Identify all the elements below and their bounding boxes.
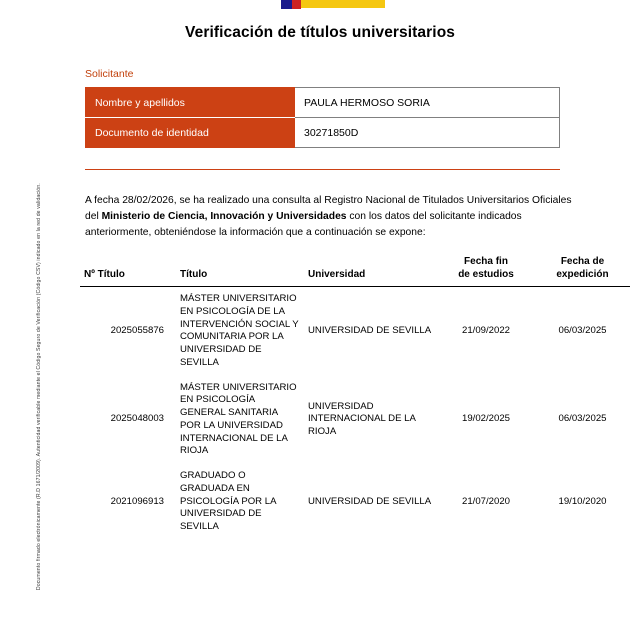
column-header-end-date-line2: de estudios bbox=[458, 268, 514, 280]
applicant-name-value: PAULA HERMOSO SORIA bbox=[295, 88, 560, 118]
consultation-statement bbox=[85, 193, 577, 241]
degree-title: MÁSTER UNIVERSITARIO EN PSICOLOGÍA GENERAL SANITARIA POR LA UNIVERSIDAD INTERNACIONAL DE LA RIOJA bbox=[180, 381, 297, 457]
applicant-name-label: Nombre y apellidos bbox=[86, 88, 295, 118]
degree-issue-date: 06/03/2025 bbox=[558, 413, 607, 425]
applicant-id-value: 30271850D bbox=[295, 118, 560, 148]
applicant-table bbox=[85, 87, 560, 148]
table-row bbox=[86, 118, 560, 148]
degree-number: 2021096913 bbox=[110, 495, 164, 507]
degree-end-date: 19/02/2025 bbox=[461, 413, 510, 425]
degree-issue-date: 19/10/2020 bbox=[558, 495, 607, 507]
column-header-issue-date-line2: expedición bbox=[556, 268, 609, 280]
column-header-end-date-line1: Fecha fin bbox=[464, 256, 508, 267]
table-row bbox=[86, 88, 560, 118]
column-header-end-date bbox=[437, 256, 535, 287]
column-header-issue-date bbox=[535, 256, 630, 287]
degree-number: 2025055876 bbox=[110, 324, 164, 336]
degree-issue-date: 06/03/2025 bbox=[558, 324, 607, 336]
column-header-university: Universidad bbox=[304, 256, 437, 287]
header-logo bbox=[0, 0, 640, 9]
column-header-title: Título bbox=[176, 256, 304, 287]
column-header-number: Nº Título bbox=[80, 256, 176, 287]
degree-end-date: 21/09/2022 bbox=[461, 324, 510, 336]
statement-suffix: con los datos del solicitante indicados anteriormente, obteniéndose la información que a continuación se expone: bbox=[85, 210, 522, 238]
column-header-issue-date-line1: Fecha de bbox=[560, 256, 605, 267]
degree-number: 2025048003 bbox=[110, 413, 164, 425]
degrees-table bbox=[80, 256, 630, 540]
degree-end-date: 21/07/2020 bbox=[461, 495, 510, 507]
applicant-id-label: Documento de identidad bbox=[86, 118, 295, 148]
section-divider bbox=[85, 169, 560, 170]
coat-of-arms-red-icon bbox=[292, 0, 301, 9]
electronic-signature-notice: Documento firmado electrónicamente (R.D 1671/2009). Autenticidad verificable mediante el Código Seguro de Verificación (Código CSV) indicado en la red de validación. bbox=[35, 183, 42, 591]
table-row bbox=[80, 287, 630, 376]
statement-prefix: A fecha 28/02/2026, se ha realizado una consulta al Registro Nacional de Titulados Universitarios Oficiales del bbox=[85, 195, 572, 222]
logo-yellow-bar-icon bbox=[301, 0, 385, 8]
degree-title: MÁSTER UNIVERSITARIO EN PSICOLOGÍA DE LA INTERVENCIÓN SOCIAL Y COMUNITARIA POR LA UNIVERSIDAD DE SEVILLA bbox=[180, 293, 299, 368]
degree-university: UNIVERSIDAD DE SEVILLA bbox=[308, 324, 432, 336]
table-header-row bbox=[80, 256, 630, 287]
degree-title: GRADUADO O GRADUADA EN PSICOLOGÍA POR LA UNIVERSIDAD DE SEVILLA bbox=[180, 470, 276, 532]
applicant-section-label: Solicitante bbox=[85, 68, 134, 80]
page-title: Verificación de títulos universitarios bbox=[185, 24, 455, 41]
degree-university: UNIVERSIDAD INTERNACIONAL DE LA RIOJA bbox=[308, 400, 416, 438]
table-row bbox=[80, 376, 630, 465]
degree-university: UNIVERSIDAD DE SEVILLA bbox=[308, 495, 432, 507]
ministry-name: Ministerio de Ciencia, Innovación y Universidades bbox=[101, 210, 347, 222]
table-row bbox=[80, 464, 630, 540]
